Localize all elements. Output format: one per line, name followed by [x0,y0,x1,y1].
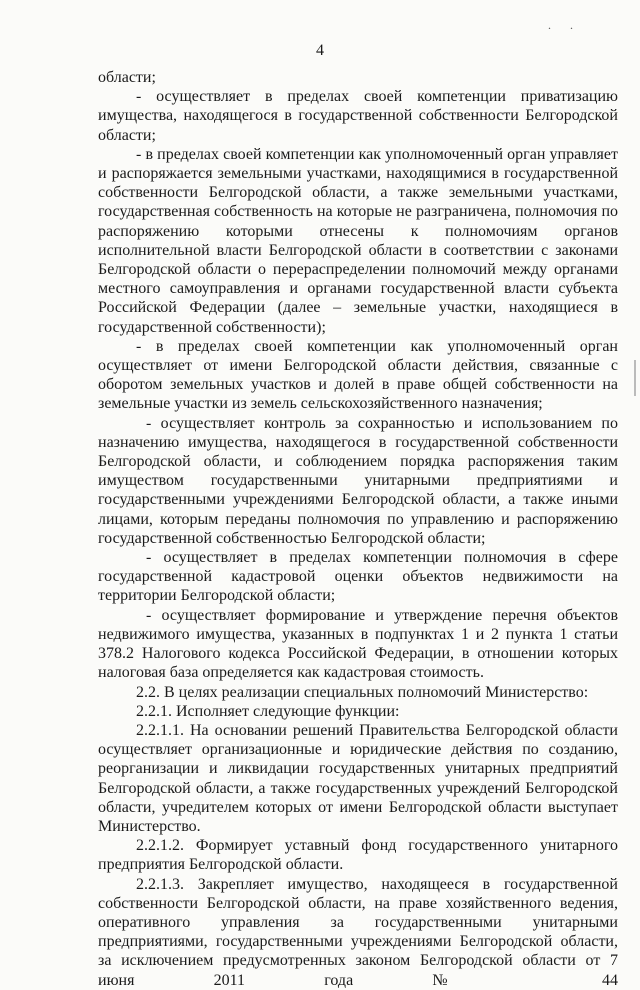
paragraph-land-turnover: - в пределах своей компетенции как уполномоченный орган осуществляет от имени Белгородской области действия, связанные с оборотом земельных участков и долей в праве общей собственности на земельные участки из земель сельскохозяйственного назначения; [98,337,618,413]
corner-marks: . . [548,18,581,32]
paragraph-control: - осуществляет контроль за сохранностью и использованием по назначению имущества, находящегося в государственной собственности Белгородской области, и соблюдением порядка распоряжения таким имуществом государственными унитарными предприятиями и государственными учреждениями Белгородской области, а также иными лицами, которым переданы полномочия по управлению и распоряжению государственной собственностью Белгородской области; [98,414,618,547]
paragraph-land-management: - в пределах своей компетенции как уполномоченный орган управляет и распоряжается земельными участками, находящимися в государственной собственности Белгородской области, а также земельными участками, государственная собственность на которые не разграничена, полномочия по распоряжению которыми отнесены к полномочиям органов исполнительной власти Белгородской области в соответствии с законами Белгородской области о перераспределении полномочий между органами местного самоуправления и органами государственной власти субъекта Российской Федерации (далее – земельные участки, находящиеся в государственной собственности); [98,145,618,336]
paragraph-cadastral-valuation: - осуществляет в пределах компетенции полномочия в сфере государственной кадастровой оценки объектов недвижимости на территории Белгородской области; [98,549,618,605]
paragraph-property-list: - осуществляет формирование и утверждение перечня объектов недвижимого имущества, указанных в подпунктах 1 и 2 пункта 1 статьи 378.2 Налогового кодекса Российской Федерации, в отношении которых налоговая база определяется как кадастровая стоимость. [98,606,618,682]
paragraph-2-2-1-1: 2.2.1.1. На основании решений Правительства Белгородской области осуществляет организационные и юридические действия по созданию, реорганизации и ликвидации государственных унитарных предприятий Белгородской области, а также государственных учреждений Белгородской области, учредителем которых от имени Белгородской области выступает Министерство. [98,721,618,835]
paragraph-privatization: - осуществляет в пределах своей компетенции приватизацию имущества, находящегося в государственной собственности Белгородской области; [98,88,618,144]
paragraph-2-2: 2.2. В целях реализации специальных полномочий Министерство: [136,683,589,701]
document-body [98,68,618,990]
paragraph-2-2-1: 2.2.1. Исполняет следующие функции: [136,702,400,720]
scan-edge-mark [634,360,636,396]
paragraph-2-2-1-2: 2.2.1.2. Формирует уставный фонд государственного унитарного предприятия Белгородской области. [98,837,618,874]
paragraph-2-2-1-3: 2.2.1.3. Закрепляет имущество, находящееся в государственной собственности Белгородской области, на праве хозяйственного ведения, оперативного управления за государственными унитарными предприятиями, государственными учреждениями Белгородской области, за исключением предусмотренных законом Белгородской области от 7 июня 2011 года № 44 [98,875,618,989]
page-number: 4 [316,42,324,59]
paragraph-0: области; [98,69,156,86]
